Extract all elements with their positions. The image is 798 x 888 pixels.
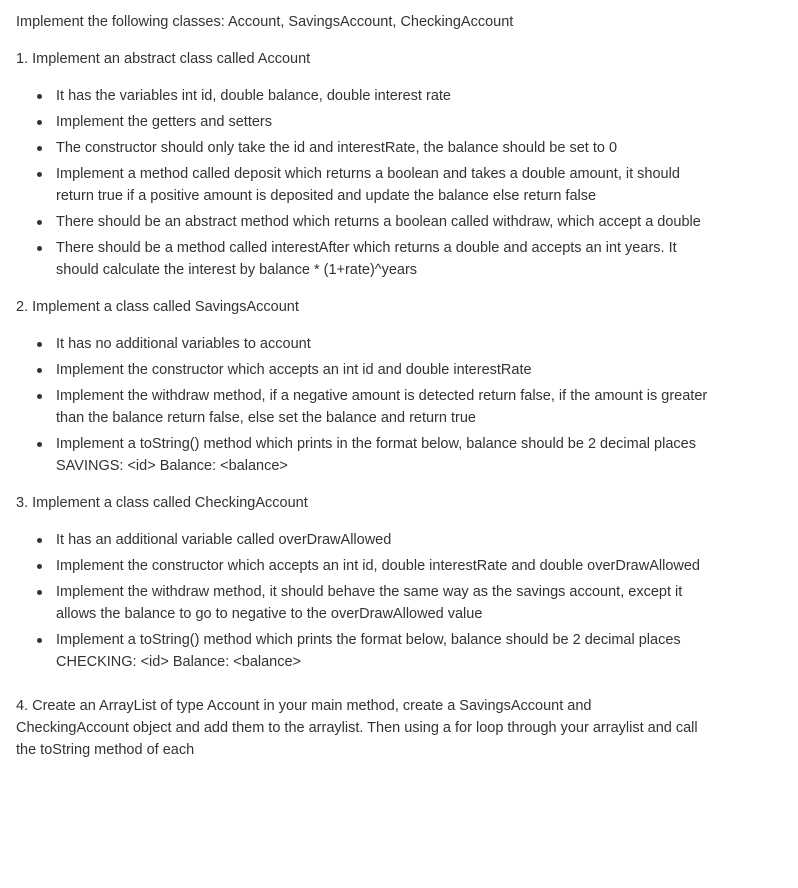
list-item-text: Implement a toString() method which prints in the format below, balance should be 2 decimal places [56, 436, 696, 452]
list-item: There should be a method called interestAfter which returns a double and accepts an int years. It should calculate the interest by balance * (1+rate)^years [56, 237, 782, 281]
list-item: It has no additional variables to account [56, 333, 782, 355]
section-2-list [16, 333, 782, 477]
section-3-title: 3. Implement a class called CheckingAccount [16, 495, 308, 511]
section-3-list [16, 529, 782, 673]
list-item: Implement the withdraw method, it should behave the same way as the savings account, except it allows the balance to go to negative to the overDrawAllowed value [56, 581, 782, 625]
list-item: There should be an abstract method which returns a boolean called withdraw, which accept a double [56, 211, 782, 233]
list-item: Implement the withdraw method, if a negative amount is detected return false, if the amount is greater than the balance return false, else set the balance and return true [56, 385, 782, 429]
list-item-with-format [56, 433, 782, 477]
section-1-list [16, 85, 782, 281]
list-item: It has the variables int id, double balance, double interest rate [56, 85, 782, 107]
list-item: Implement the getters and setters [56, 111, 782, 133]
list-item: It has an additional variable called overDrawAllowed [56, 529, 782, 551]
list-item-text: Implement a toString() method which prints the format below, balance should be 2 decimal places [56, 632, 681, 648]
list-item: Implement the constructor which accepts an int id, double interestRate and double overDrawAllowed [56, 555, 782, 577]
intro-text: Implement the following classes: Account, SavingsAccount, CheckingAccount [16, 14, 514, 30]
list-item: Implement a method called deposit which returns a boolean and takes a double amount, it should return true if a positive amount is deposited and update the balance else return false [56, 163, 782, 207]
section-4-text: 4. Create an ArrayList of type Account in your main method, create a SavingsAccount and CheckingAccount object and add them to the arraylist. Then using a for loop through your arraylist and call the toString method of each [16, 698, 698, 758]
section-1-title: 1. Implement an abstract class called Account [16, 51, 311, 67]
section-2-title: 2. Implement a class called SavingsAccount [16, 299, 299, 315]
list-item: The constructor should only take the id and interestRate, the balance should be set to 0 [56, 137, 782, 159]
list-item-with-format [56, 629, 782, 673]
checking-format-line: CHECKING: <id> Balance: <balance> [56, 654, 302, 670]
list-item: Implement the constructor which accepts an int id and double interestRate [56, 359, 782, 381]
savings-format-line: SAVINGS: <id> Balance: <balance> [56, 458, 288, 474]
